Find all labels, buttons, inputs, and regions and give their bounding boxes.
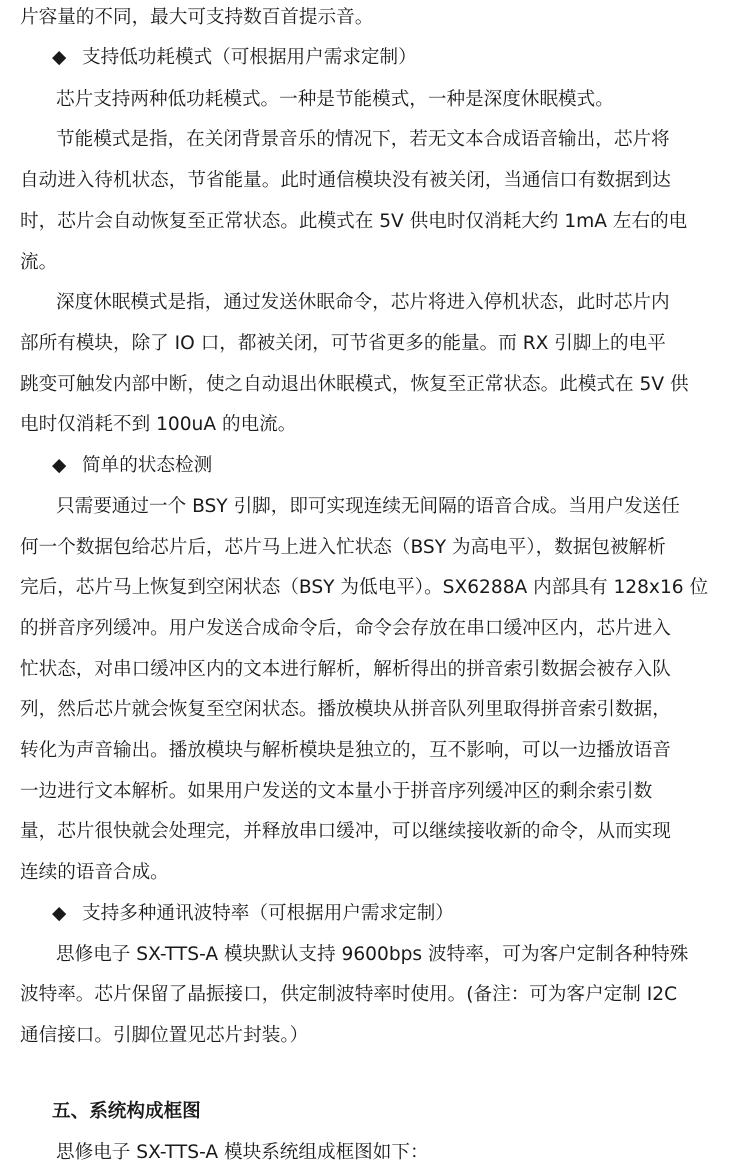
diamond-bullet-icon: ◆ xyxy=(52,47,67,68)
paragraph-line: 忙状态，对串口缓冲区内的文本进行解析，解析得出的拼音索引数据会被存入队 xyxy=(20,659,671,680)
paragraph-line: 深度休眠模式是指，通过发送休眠命令，芯片将进入停机状态，此时芯片内 xyxy=(56,292,670,313)
section-heading: 五、系统构成框图 xyxy=(52,1101,201,1122)
bullet-heading-text: 支持多种通讯波特率（可根据用户需求定制） xyxy=(82,903,454,924)
paragraph-line: 跳变可触发内部中断，使之自动退出休眠模式，恢复至正常状态。此模式在 5V 供 xyxy=(20,374,689,395)
paragraph-line: 何一个数据包给芯片后，芯片马上进入忙状态（BSY 为高电平），数据包被解析 xyxy=(20,537,666,558)
paragraph-line: 量，芯片很快就会处理完，并释放串口缓冲，可以继续接收新的命令，从而实现 xyxy=(20,821,671,842)
paragraph-line: 完后，芯片马上恢复到空闲状态（BSY 为低电平）。SX6288A 内部具有 128x16 位 xyxy=(20,577,709,598)
paragraph-line: 的拼音序列缓冲。用户发送合成命令后，命令会存放在串口缓冲区内，芯片进入 xyxy=(20,618,671,639)
bullet-heading-status-detect xyxy=(52,448,735,484)
paragraph-line: 部所有模块，除了 IO 口，都被关闭，可节省更多的能量。而 RX 引脚上的电平 xyxy=(20,333,666,354)
paragraph-line: 只需要通过一个 BSY 引脚，即可实现连续无间隔的语音合成。当用户发送任 xyxy=(56,496,680,517)
paragraph-line: 电时仅消耗不到 100uA 的电流。 xyxy=(20,414,297,435)
bullet-heading-low-power xyxy=(52,40,735,76)
paragraph-line: 思修电子 SX-TTS-A 模块默认支持 9600bps 波特率，可为客户定制各种特殊 xyxy=(56,944,689,965)
paragraph-line: 芯片支持两种低功耗模式。一种是节能模式，一种是深度休眠模式。 xyxy=(56,89,614,110)
paragraph-line: 列，然后芯片就会恢复至空闲状态。播放模块从拼音队列里取得拼音索引数据， xyxy=(20,699,671,720)
paragraph-line: 一边进行文本解析。如果用户发送的文本量小于拼音序列缓冲区的剩余索引数 xyxy=(20,781,653,802)
paragraph-line: 流。 xyxy=(20,252,58,273)
paragraph-line: 波特率。芯片保留了晶振接口，供定制波特率时使用。(备注：可为客户定制 I2C xyxy=(20,984,678,1005)
paragraph-line: 时，芯片会自动恢复至正常状态。此模式在 5V 供电时仅消耗大约 1mA 左右的电 xyxy=(20,211,688,232)
paragraph-line: 片容量的不同，最大可支持数百首提示音。 xyxy=(20,7,374,28)
paragraph-line: 转化为声音输出。播放模块与解析模块是独立的，互不影响，可以一边播放语音 xyxy=(20,740,671,761)
bullet-heading-text: 简单的状态检测 xyxy=(82,455,213,476)
bullet-heading-text: 支持低功耗模式（可根据用户需求定制） xyxy=(82,47,417,68)
paragraph-line: 自动进入待机状态，节省能量。此时通信模块没有被关闭，当通信口有数据到达 xyxy=(20,170,671,191)
diamond-bullet-icon: ◆ xyxy=(52,903,67,924)
diamond-bullet-icon: ◆ xyxy=(52,455,67,476)
paragraph-line: 连续的语音合成。 xyxy=(20,862,169,883)
bullet-heading-baud-rate xyxy=(52,896,735,932)
paragraph-line: 通信接口。引脚位置见芯片封装。） xyxy=(20,1025,309,1046)
paragraph-line: 思修电子 SX-TTS-A 模块系统组成框图如下： xyxy=(56,1142,429,1163)
paragraph-line: 节能模式是指，在关闭背景音乐的情况下，若无文本合成语音输出，芯片将 xyxy=(56,129,670,150)
